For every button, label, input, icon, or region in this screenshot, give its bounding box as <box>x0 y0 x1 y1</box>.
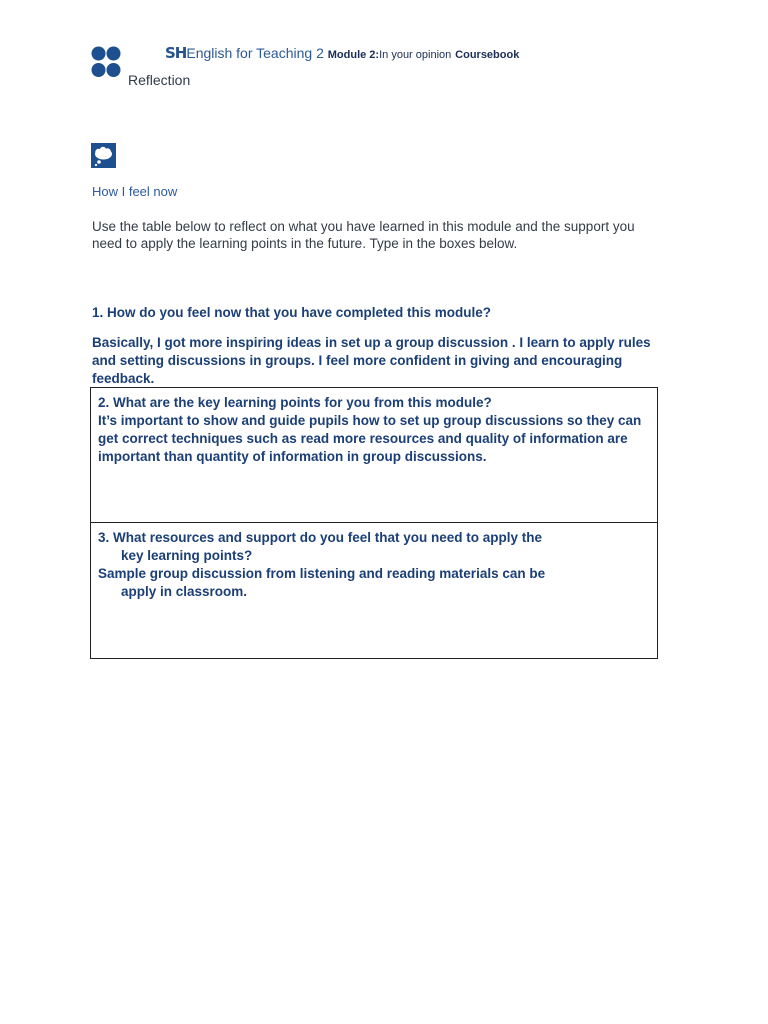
intro-paragraph: Use the table below to reflect on what you have learned in this module and the support you need to apply the learning points in the future. Type in the boxes below. <box>92 219 635 251</box>
module-subtitle: In your opinion <box>379 49 452 61</box>
course-title: English for Teaching 2 <box>186 45 324 61</box>
subheading: How I feel now <box>92 184 178 199</box>
coursebook-label: Coursebook <box>455 49 520 61</box>
thought-bubble-icon <box>91 143 116 168</box>
logo-icon <box>91 46 121 78</box>
question-3-line-2: key learning points? <box>121 548 253 563</box>
question-2: 2. What are the key learning points for you from this module? <box>98 395 492 410</box>
reflection-box-2[interactable] <box>90 387 658 523</box>
question-3-line-1: 3. What resources and support do you feel that you need to apply the <box>98 530 543 545</box>
section-title: Reflection <box>128 72 191 88</box>
reflection-box-3[interactable] <box>90 522 658 659</box>
brand-mark: SH <box>165 44 187 62</box>
module-label: Module 2: <box>327 49 380 61</box>
document-header <box>165 44 519 62</box>
answer-2: It’s important to show and guide pupils how to set up group discussions so they can get correct techniques such as read more resources and quality of information are important than quantity of information in group discussions. <box>98 413 642 464</box>
answer-3-line-2: apply in classroom. <box>121 584 248 599</box>
answer-3-line-1: Sample group discussion from listening and reading materials can be <box>98 566 546 581</box>
answer-1: Basically, I got more inspiring ideas in set up a group discussion . I learn to apply rules and setting discussions in groups. I feel more confident in giving and encouraging feedback. <box>92 335 651 386</box>
question-1: 1. How do you feel now that you have completed this module? <box>92 305 492 320</box>
